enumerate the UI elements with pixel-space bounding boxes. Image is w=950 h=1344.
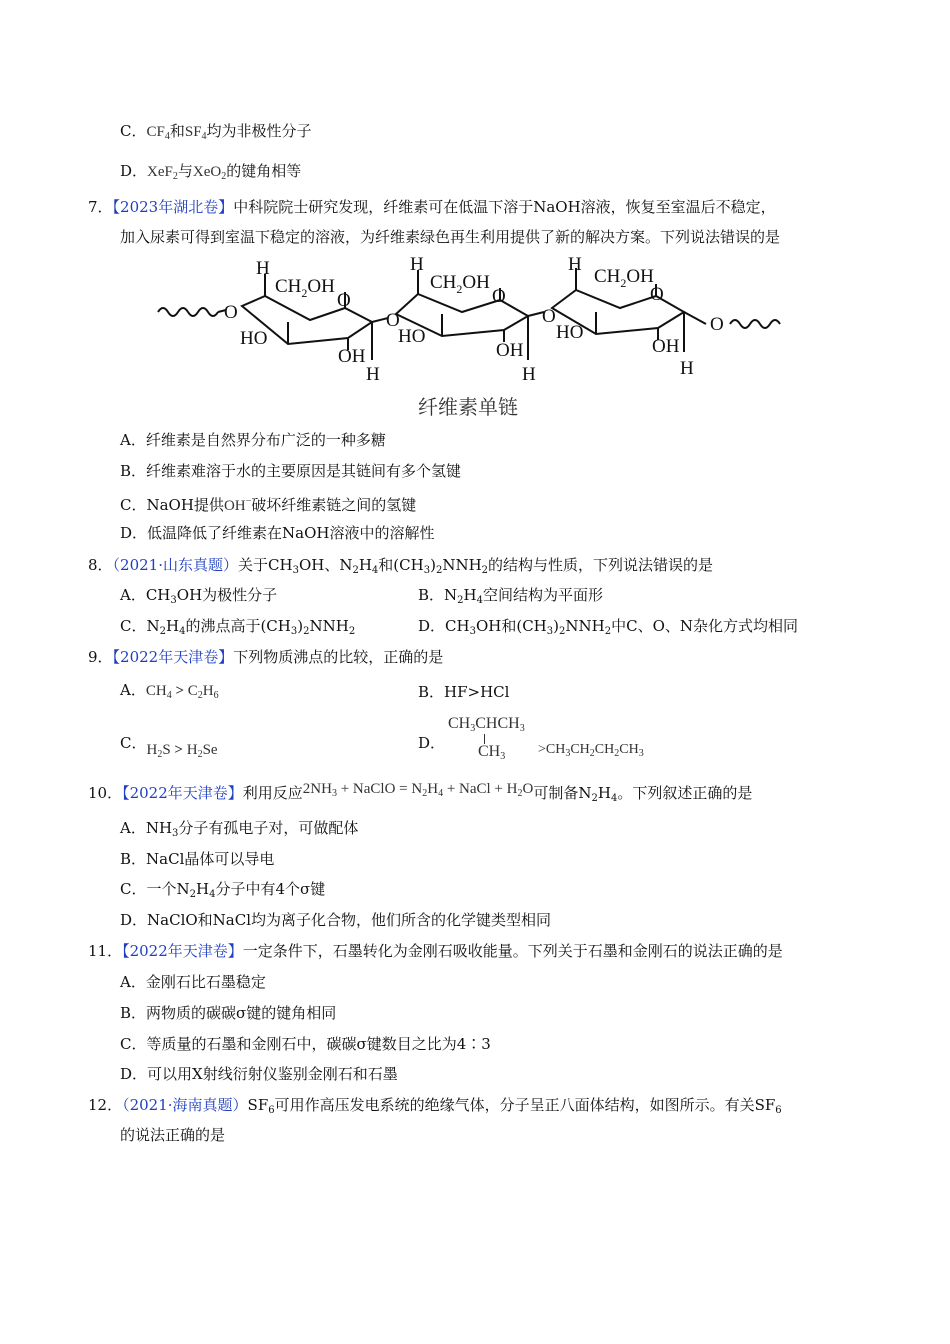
- h-label: H: [366, 364, 380, 385]
- glycosidic-oxygen: O: [710, 314, 724, 335]
- ho-label: HO: [556, 322, 584, 343]
- q8-option-a: A．$CH_3OH$为极性分子: [120, 586, 278, 606]
- oh-label: OH: [338, 346, 366, 367]
- q7-stem-line1: 7．【2023年湖北卷】中科院院士研究发现，纤维素可在低温下溶于NaOH溶液，恢复至室温后不稳定，: [88, 198, 776, 216]
- ch2oh-label: $CH_2OH$: [594, 266, 654, 290]
- ch2oh-label: $CH_2OH$: [275, 276, 335, 300]
- oh-label: OH: [496, 340, 524, 361]
- h-label: H: [568, 254, 582, 275]
- q10-option-d: D．NaClO和NaCl均为离子化合物，他们所含的化学键类型相同: [120, 911, 552, 929]
- glycosidic-oxygen: O: [386, 310, 400, 331]
- q9-option-d-structure-bottom: $CH_3$: [478, 743, 506, 762]
- q9-option-d-label: D．: [418, 734, 446, 752]
- q7-option-b: B．纤维素难溶于水的主要原因是其链间有多个氢键: [120, 462, 462, 480]
- q9-option-a: A．$CH_4 > C_2H_6$: [120, 681, 219, 701]
- q12-stem-line1: 12．（2021·海南真题）$SF_6$可用作高压发电系统的绝缘气体，分子呈正八面体结构，如图所示。有关$SF_6$: [88, 1096, 782, 1116]
- ring-oxygen: O: [337, 290, 351, 311]
- q7-option-d: D．低温降低了纤维素在NaOH溶液中的溶解性: [120, 524, 435, 542]
- q11-option-b: B．两物质的碳碳σ键的键角相同: [120, 1004, 337, 1022]
- q11-option-a: A．金刚石比石墨稳定: [120, 973, 266, 991]
- q6-option-c: C．$CF_4$和$SF_4$均为非极性分子: [120, 122, 312, 142]
- h-label: H: [256, 258, 270, 279]
- oh-label: OH: [652, 336, 680, 357]
- q12-stem-line2: 的说法正确的是: [120, 1126, 226, 1144]
- q7-stem-line2: 加入尿素可得到室温下稳定的溶液，为纤维素绿色再生利用提供了新的解决方案。下列说法错误的是: [120, 228, 781, 246]
- q9-option-d-rhs: $>CH_3CH_2CH_2CH_3$: [538, 742, 644, 759]
- q7-option-a: A．纤维素是自然界分布广泛的一种多糖: [120, 431, 386, 449]
- q9-option-c: C．$H_2S > H_2Se$: [120, 734, 218, 760]
- cellulose-structure-diagram: [150, 250, 800, 425]
- ring-oxygen: O: [492, 286, 506, 307]
- q11-option-c: C．等质量的石墨和金刚石中，碳碳σ键数目之比为4∶3: [120, 1035, 491, 1053]
- q8-option-d: D．$CH_3OH$和$(CH_3)_2NNH_2$中C、O、N杂化方式均相同: [418, 617, 798, 637]
- q10-option-b: B．NaCl晶体可以导电: [120, 850, 275, 868]
- q6-option-d: D．XeF$_2$与XeO$_2$的键角相等: [120, 162, 302, 182]
- q9-stem: 9．【2022年天津卷】下列物质沸点的比较，正确的是: [88, 648, 444, 666]
- glycosidic-oxygen: O: [542, 306, 556, 327]
- chain-wave-right: [730, 320, 780, 328]
- ho-label: HO: [240, 328, 268, 349]
- q9-option-b: B．HF>HCl: [418, 683, 510, 701]
- q11-stem: 11．【2022年天津卷】一定条件下，石墨转化为金刚石吸收能量。下列关于石墨和金刚石的说法正确的是: [88, 942, 783, 960]
- q11-option-d: D．可以用X射线衍射仪鉴别金刚石和石墨: [120, 1065, 398, 1083]
- h-label: H: [522, 364, 536, 385]
- h-label: H: [410, 254, 424, 275]
- h-label: H: [680, 358, 694, 379]
- chain-wave-left: [158, 308, 218, 316]
- ring-oxygen: O: [650, 284, 664, 305]
- q10-option-a: A．$NH_3$分子有孤电子对，可做配体: [120, 819, 359, 839]
- figure-caption: 纤维素单链: [418, 395, 518, 419]
- q10-option-c: C．一个$N_2H_4$分子中有4个σ键: [120, 880, 326, 900]
- q10-stem: 10．【2022年天津卷】利用反应$2NH_3$ + NaClO = $N_2H_4$ + NaCl + $H_2O$可制备$N_2H_4$。下列叙述正确的是: [88, 781, 753, 804]
- q9-option-d-structure-top: $CH_3CHCH_3$: [448, 715, 525, 734]
- q8-option-c: C．$N_2H_4$的沸点高于$(CH_3)_2NNH_2$: [120, 617, 356, 637]
- q8-option-b: B．$N_2H_4$空间结构为平面形: [418, 586, 604, 606]
- ch2oh-label: $CH_2OH$: [430, 272, 490, 296]
- ho-label: HO: [398, 326, 426, 347]
- glycosidic-oxygen: O: [224, 302, 238, 323]
- q8-stem: 8．（2021·山东真题）关于$CH_3OH$、$N_2H_4$和$(CH_3)_2NNH_2$的结构与性质，下列说法错误的是: [88, 556, 714, 576]
- q7-option-c: C．NaOH提供OH−破坏纤维素链之间的氢键: [120, 496, 417, 514]
